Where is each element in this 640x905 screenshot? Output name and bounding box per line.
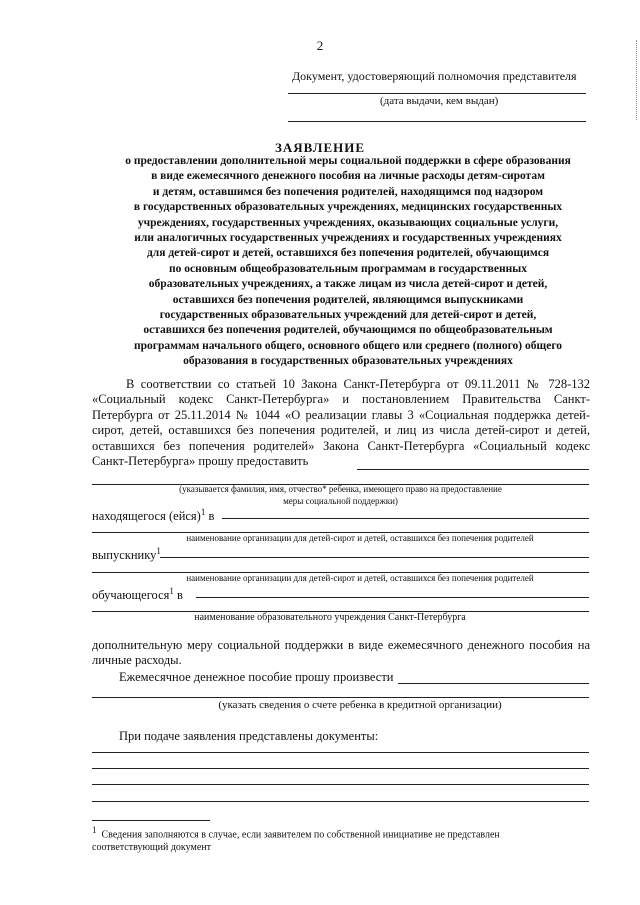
located-label: находящегося (ейся) — [92, 509, 201, 524]
intro-text: В соответствии со статьей 10 Закона Санкт-Петербурга от 09.11.2011 № 728-132 «Социальный кодекс Санкт-Петербурга» и постановлением Правительства Санкт-Петербурга от 25.11.2014 № 1044 «О реализации главы 3 «Социальная поддержка детей-сирот, детей, оставшихся без попечения родителей, и лиц из числа детей-сирот и детей, оставшихся без попечения родителей» Закона Санкт-Петербурга «Социальный кодекс Санкт-Петербурга» прошу предоставить — [92, 377, 590, 469]
footnote-separator — [92, 820, 210, 821]
docs-line-4[interactable] — [92, 801, 589, 802]
docs-line-3[interactable] — [92, 784, 589, 785]
footnote-ref: 1 — [156, 546, 161, 556]
subtitle-line: программам начального общего, основного общего или среднего (полного) общего — [133, 339, 563, 352]
document-title: ЗАЯВЛЕНИЕ — [274, 140, 366, 155]
graduate-line[interactable] — [160, 557, 589, 558]
document-subtitle — [78, 154, 618, 370]
measure-paragraph: дополнительную меру социальной поддержки в виде ежемесячного денежного пособия на личные расходы. — [92, 638, 590, 668]
docs-label: При подаче заявления представлены документы: — [119, 729, 379, 743]
subtitle-line: государственных образовательных учреждений для детей-сирот и детей, — [159, 309, 537, 322]
footnote — [92, 824, 590, 854]
graduate-label: выпускнику — [92, 548, 157, 563]
located-row — [92, 507, 214, 524]
subtitle-line: для детей-сирот и детей, оставшихся без попечения родителей, обучающимся — [146, 247, 550, 260]
studying-label: обучающегося — [92, 588, 170, 603]
docs-line-1[interactable] — [92, 752, 589, 753]
issue-hint: (дата выдачи, кем выдан) — [380, 95, 499, 107]
subtitle-line: о предоставлении дополнительной меры социальной поддержки в сфере образования — [125, 155, 571, 167]
page-number: 2 — [316, 38, 324, 53]
graduate-row — [92, 546, 161, 563]
subtitle-line: или аналогичных государственных учреждениях и государственных учреждениях — [134, 232, 562, 245]
account-hint: (указать сведения о счете ребенка в кредитной организации) — [218, 699, 502, 711]
rep-doc-label: Документ, удостоверяющий полномочия представителя — [292, 69, 577, 83]
located-suffix: в — [205, 509, 215, 524]
issue-line[interactable] — [288, 121, 586, 122]
subtitle-line: и детям, оставшимся без попечения родителей, находящимся под надзором — [152, 185, 544, 198]
intro-paragraph — [92, 377, 590, 469]
org-hint-1: наименование организации для детей-сирот и детей, оставшихся без попечения родителей — [186, 533, 534, 543]
subtitle-line: образования в государственных образовательных учреждениях — [183, 355, 513, 368]
child-hint-1: (указывается фамилия, имя, отчество* ребенка, имеющего право на предоставление — [179, 484, 502, 494]
provide-line[interactable] — [357, 469, 589, 470]
payment-line-2[interactable] — [92, 697, 589, 698]
payment-label: Ежемесячное денежное пособие прошу произвести — [119, 670, 394, 684]
subtitle-line: учреждениях, государственных учреждениях, оказывающих социальные услуги, — [137, 216, 559, 229]
subtitle-line: оставшихся без попечения родителей, обучающимся по общеобразовательным — [143, 324, 553, 337]
subtitle-line: оставшихся без попечения родителей, являющимся выпускниками — [172, 293, 524, 306]
footnote-marker: 1 — [92, 825, 97, 835]
footnote-text-2: соответствующий документ — [92, 842, 211, 854]
footnote-ref: 1 — [169, 586, 174, 596]
child-hint-2: меры социальной поддержки) — [283, 496, 398, 506]
studying-line[interactable] — [196, 597, 589, 598]
studying-row — [92, 586, 183, 603]
subtitle-line: в виде ежемесячного денежного пособия на личные расходы детям-сиротам — [151, 170, 545, 183]
school-hint: наименование образовательного учреждения Санкт-Петербурга — [194, 612, 466, 623]
subtitle-line: по основным общеобразовательным программам в государственных — [169, 262, 527, 275]
located-line[interactable] — [222, 518, 589, 519]
studying-suffix: в — [173, 588, 183, 603]
rep-doc-line[interactable] — [288, 93, 586, 94]
payment-line[interactable] — [398, 683, 589, 684]
org-hint-2: наименование организации для детей-сирот и детей, оставшихся без попечения родителей — [186, 573, 534, 583]
docs-line-2[interactable] — [92, 768, 589, 769]
footnote-ref: 1 — [200, 507, 206, 517]
footnote-text-1: Сведения заполняются в случае, если заявителем по собственной инициативе не представлен — [101, 829, 500, 841]
subtitle-line: в государственных образовательных учреждениях, медицинских государственных — [133, 201, 563, 214]
subtitle-line: образовательных учреждениях, а также лицам из числа детей-сирот и детей, — [148, 278, 548, 291]
